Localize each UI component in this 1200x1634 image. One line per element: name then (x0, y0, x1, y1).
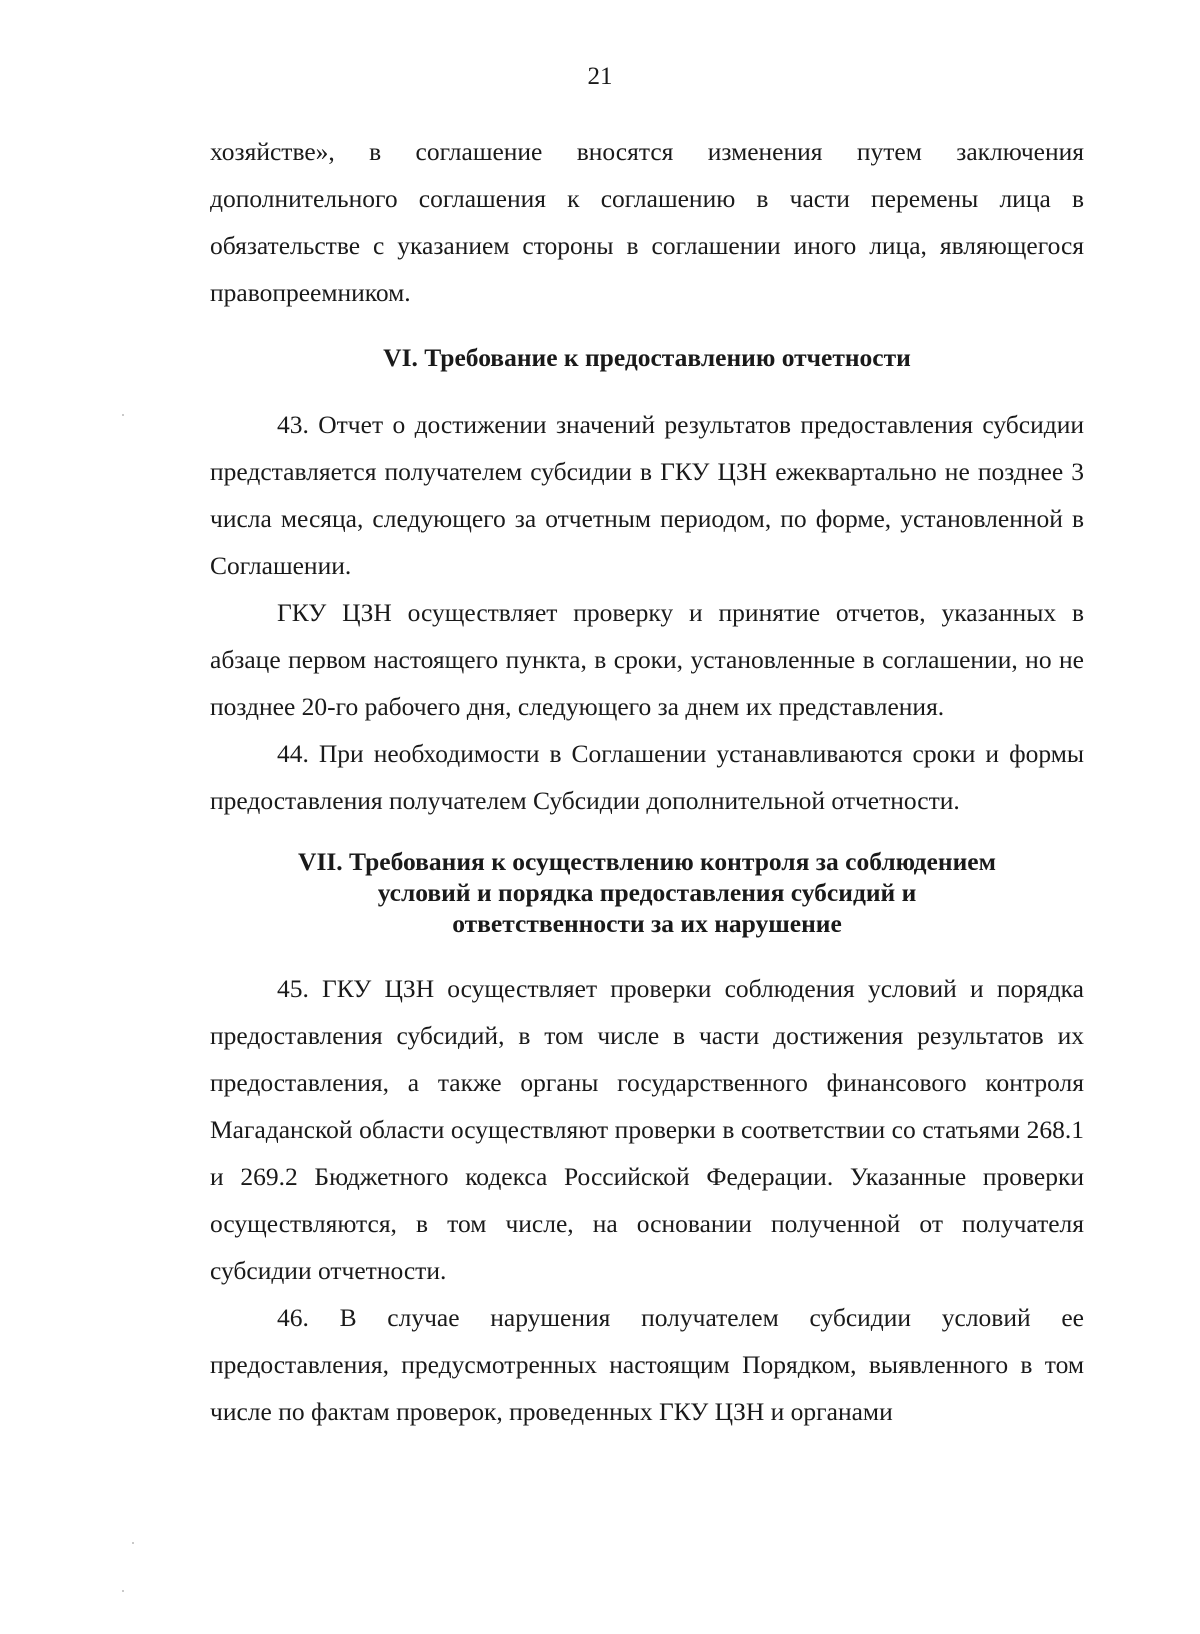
page-number: 21 (587, 63, 613, 90)
document-body (210, 128, 1084, 1435)
paragraph-43-second: ГКУ ЦЗН осуществляет проверку и принятие отчетов, указанных в абзаце первом настоящего пункта, в сроки, установленные в соглашении, но не позднее 20-го рабочего дня, следующего за днем их представления. (210, 598, 1084, 721)
paragraph-44: 44. При необходимости в Соглашении устанавливаются сроки и формы предоставления получателем Субсидии дополнительной отчетности. (210, 739, 1084, 815)
section-7-title-line-1: VII. Требования к осуществлению контроля за соблюдением (298, 847, 996, 876)
paragraph-continuation: хозяйстве», в соглашение вносятся изменения путем заключения дополнительного соглашения к соглашению в части перемены лица в обязательстве с указанием стороны в соглашении иного лица, являющегося правопреемником. (210, 137, 1084, 307)
paragraph-45: 45. ГКУ ЦЗН осуществляет проверки соблюдения условий и порядка предоставления субсидий, в том числе в части достижения результатов их предоставления, а также органы государственного финансового контроля Магаданской области осуществляют проверки в соответствии со статьями 268.1 и 269.2 Бюджетного кодекса Российской Федерации. Указанные проверки осуществляются, в том числе, на основании полученной от получателя субсидии отчетности. (210, 974, 1084, 1285)
scan-speck (132, 1542, 134, 1544)
paragraph-43: 43. Отчет о достижении значений результатов предоставления субсидии представляется получателем субсидии в ГКУ ЦЗН ежеквартально не позднее 3 числа месяца, следующего за отчетным периодом, по форме, установленной в Соглашении. (210, 410, 1084, 580)
section-7-title (210, 846, 1084, 939)
scan-speck (122, 1590, 124, 1592)
section-7-title-line-3: ответственности за их нарушение (452, 909, 842, 938)
section-6-title: VI. Требование к предоставлению отчетности (383, 343, 911, 372)
paragraph-46: 46. В случае нарушения получателем субсидии условий ее предоставления, предусмотренных настоящим Порядком, выявленного в том числе по фактам проверок, проведенных ГКУ ЦЗН и органами (210, 1303, 1084, 1426)
section-7-title-line-2: условий и порядка предоставления субсидий и (377, 878, 917, 907)
scan-speck (122, 414, 124, 416)
